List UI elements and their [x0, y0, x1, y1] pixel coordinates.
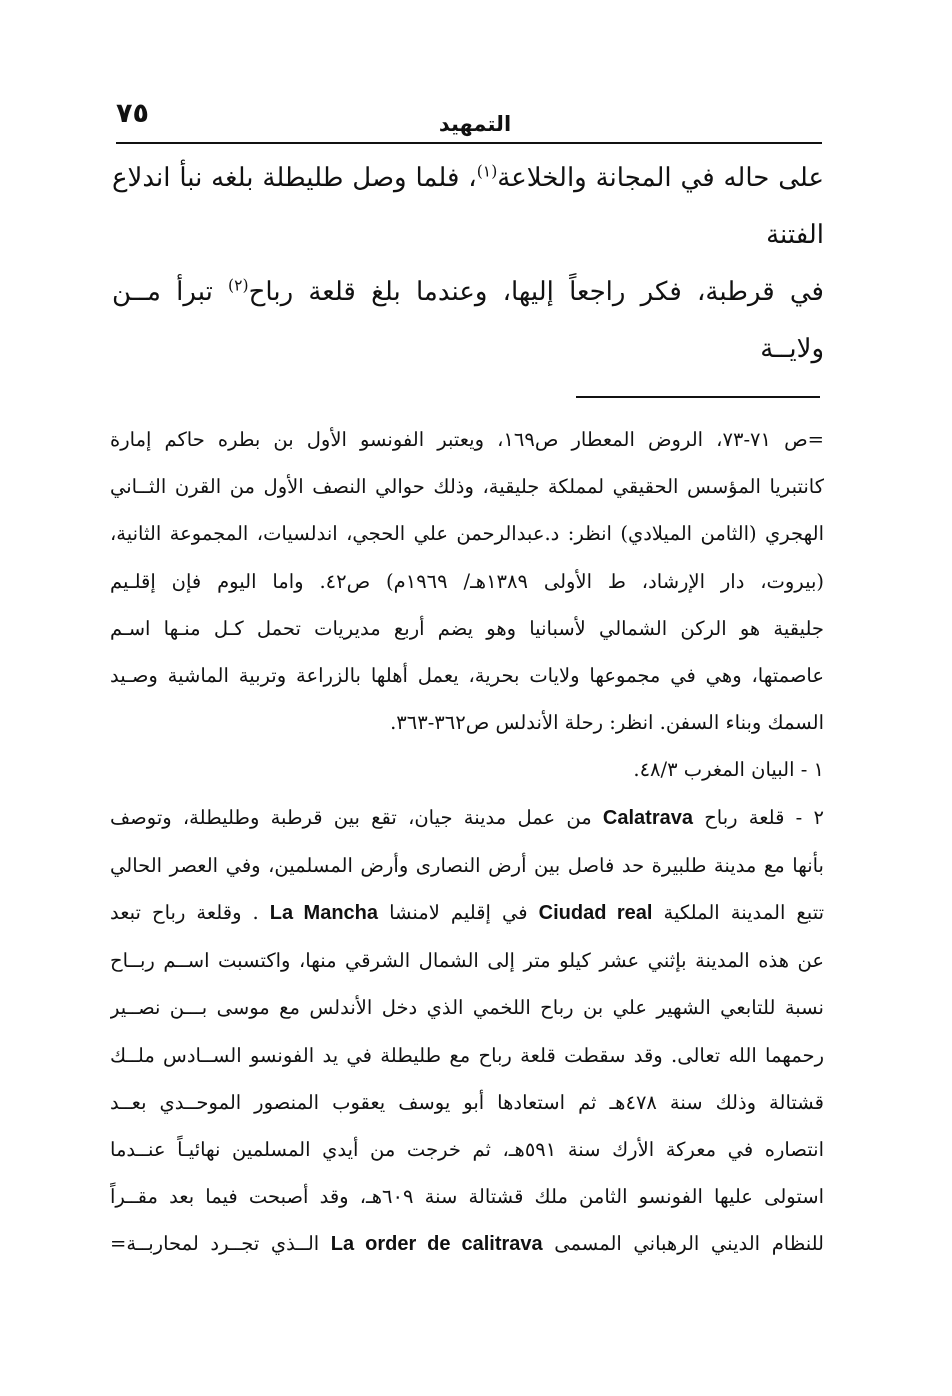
footnote-continuation-line: كانتبريا المؤسس الحقيقي لمملكة جليقية، وذلك حوالي النصف الأول من القرن الثــاني [110, 475, 824, 499]
footnote-continuation-line: =ص ٧١-٧٣، الروض المعطار ص١٦٩، ويعتبر الفونسو الأول بن بطره حاكم إمارة [110, 428, 824, 451]
footnote-2-line [110, 889, 824, 937]
latin-term-calatrava: Calatrava [602, 806, 693, 829]
latin-term-ciudad-real: Ciudad real [538, 902, 653, 925]
footnote-separator [576, 396, 820, 398]
footnote-text: في إقليم لامنشا [378, 901, 539, 925]
main-text-segment: في قرطبة، فكر راجعاً إليها، وعندما بلغ قلعة رباح [248, 277, 824, 307]
footnote-2-line: عن هذه المدينة بإثني عشر كيلو متر إلى الشمال الشرقي منها، واكتسبت اســم ربــاح [110, 949, 824, 973]
footnote-2-line [110, 794, 824, 842]
footnotes [110, 416, 824, 1269]
footnote-2-line: بأنها مع مدينة طلبيرة حد فاصل بين أرض النصارى وأرض المسلمين، وفي العصر الحالي [110, 853, 824, 877]
main-text-segment: ، فلما وصل طليطلة بلغه نبأ اندلاع الفتنة [112, 163, 824, 250]
main-text-line [112, 150, 824, 264]
page-number: ٧٥ [116, 98, 149, 129]
footnote-text: ٢ - قلعة رباح [692, 805, 824, 829]
footnote-continuation-line: جليقية هو الركن الشمالي لأسبانيا وهو يضم أربع مديريات تحمل كـل منـها اسـم [110, 616, 824, 640]
main-text [112, 150, 824, 378]
header-rule [116, 142, 822, 144]
footnote-reference-2: (٢) [228, 276, 249, 295]
footnote-1: ١ - البيان المغرب ٤٨/٣. [633, 758, 824, 782]
footnote-text: . وقلعة رباح تبعد [110, 901, 270, 925]
footnote-2-line [110, 1220, 824, 1268]
footnote-continuation-line: عاصمتها، وهي في مجموعها ولايات بحرية، يعمل أهلها بالزراعة وتربية الماشية وصـيد [110, 664, 824, 688]
footnote-2-line: قشتالة وذلك سنة ٤٧٨هـ ثم استعادها أبو يوسف يعقوب المنصور الموحــدي بعــد [110, 1090, 824, 1114]
footnote-2-line: استولى عليها الفونسو الثامن ملك قشتالة سنة ٦٠٩هـ، وقد أصبحت فيما بعد مقــراً [110, 1185, 824, 1209]
main-text-line [112, 264, 824, 378]
footnote-2-line: انتصاره في معركة الأرك سنة ٥٩١هـ، ثم خرجت من أيدي المسلمين نهائيـاً عنــدما [110, 1138, 824, 1162]
footnote-2-line: رحمهما الله تعالى. وقد سقطت قلعة رباح مع طليطلة في يد الفونسو الســادس ملــك [110, 1043, 824, 1067]
footnote-text: من عمل مدينة جيان، تقع بين قرطبة وطليطلة، وتوصف [110, 805, 603, 829]
main-text-segment: تبرأ مــن ولايــة [112, 277, 824, 364]
running-title: التمهيد [438, 112, 512, 136]
footnote-text: للنظام الديني الرهباني المسمى [542, 1232, 824, 1256]
footnote-2-line: نسبة للتابعي الشهير علي بن رباح اللخمي الذي دخل الأندلس مع موسى بـــن نصــير [110, 996, 824, 1020]
footnote-continuation-line: (بيروت، دار الإرشاد، ط الأولى ١٣٨٩هـ/ ١٩٦٩م) ص٤٢. واما اليوم فإن إقلـيم [110, 569, 824, 593]
main-text-segment: على حاله في المجانة والخلاعة [497, 163, 824, 193]
footnote-text: تتبع المدينة الملكية [652, 901, 824, 925]
latin-term-la-mancha: La Mancha [269, 902, 379, 925]
footnote-text: الــذي تجــرد لمحاربــة= [110, 1232, 331, 1256]
latin-term-order-de-calitrava: La order de calitrava [330, 1233, 543, 1256]
footnote-continuation-line: السمك وبناء السفن. انظر: رحلة الأندلس ص٣٦٢-٣٦٣. [390, 711, 824, 735]
footnote-continuation-line: الهجري (الثامن الميلادي) انظر: د.عبدالرحمن علي الحجي، اندلسيات، المجموعة الثانية، [110, 522, 824, 546]
footnote-reference-1: (١) [476, 162, 498, 181]
